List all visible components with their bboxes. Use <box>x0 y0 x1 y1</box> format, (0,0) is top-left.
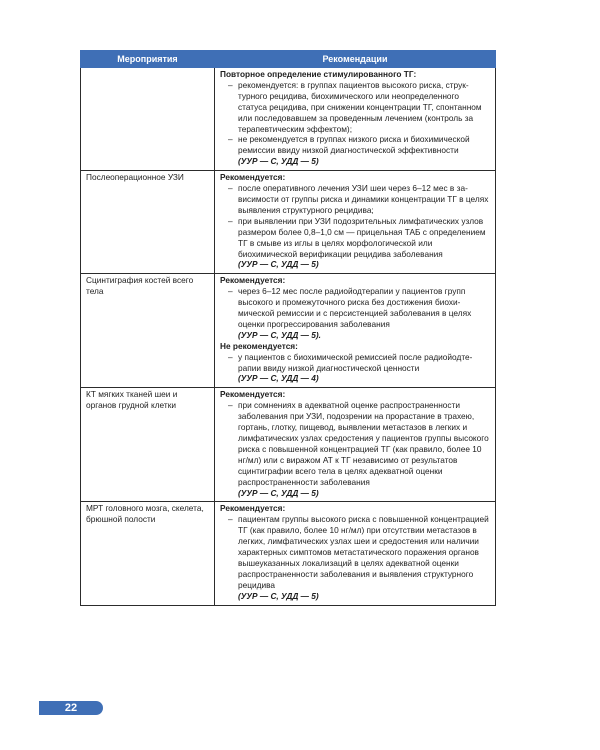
evidence-level: (УУР — С, УДД — 4) <box>238 373 319 384</box>
recommendation-heading: Рекомендуется: <box>220 275 286 286</box>
recommendation-cell <box>215 171 496 274</box>
recommendation-heading: Рекомендуется: <box>220 172 286 183</box>
table-row <box>81 171 496 274</box>
table-row <box>81 274 496 388</box>
measure-cell: КТ мягких тканей шеи и органов грудной клетки <box>81 388 215 502</box>
recommendation-list <box>220 80 490 156</box>
recommendations-table <box>80 50 496 606</box>
table-row <box>81 388 496 502</box>
measure-cell: Послеоперационное УЗИ <box>81 171 215 274</box>
recommendation-list <box>220 514 490 590</box>
list-item: – после оперативного лечения УЗИ шеи через 6–12 мес в зависимости от группы риска и динамики концентрации ТГ в целях выявления структурного рецидива; <box>220 183 490 216</box>
evidence-level: (УУР — С, УДД — 5) <box>238 487 319 498</box>
recommendation-heading: Рекомендуется: <box>220 389 286 400</box>
recommendation-list <box>220 352 490 374</box>
list-item: – через 6–12 мес после радиойодтерапии у пациентов групп высокого и промежуточного риска без достижения биохимической ремиссии и с персистенцией заболевания в целях оценки прогрессирования заболевания <box>220 286 490 330</box>
table-header-row <box>81 51 496 68</box>
recommendation-cell <box>215 68 496 171</box>
list-item: – при выявлении при УЗИ подозрительных лимфатических узлов размером более 0,8–1,0 см — прицельная ТАБ с определением ТГ в смыве из иглы в целях морфологической или биохимической верификации рецидива заболевания <box>220 216 490 260</box>
list-item: – у пациентов с биохимической ремиссией после радиойодтерапии ввиду низкой диагностической ценности <box>220 352 490 374</box>
not-recommended-heading: Не рекомендуется: <box>220 340 298 351</box>
header-measures: Мероприятия <box>81 51 215 68</box>
recommendation-heading: Рекомендуется: <box>220 503 286 514</box>
list-item: – пациентам группы высокого риска с повышенной концентрацией ТГ (как правило, более 10 нг/мл) при отсутствии метастазов в легких, лимфатических узлах шеи и средостения или наличии характерных симптомов метастатического поражения органов вышеуказанных локализаций в целях адекватной оценки распространенности заболевания и выявления структурного рецидива <box>220 514 490 590</box>
table-row <box>81 68 496 171</box>
page-number: 22 <box>39 701 103 715</box>
measure-cell: МРТ головного мозга, скелета, брюшной полости <box>81 502 215 605</box>
table-row <box>81 502 496 605</box>
evidence-level: (УУР — С, УДД — 5). <box>238 329 321 340</box>
evidence-level: (УУР — С, УДД — 5) <box>238 259 319 270</box>
recommendation-heading: Повторное определение стимулированного ТГ: <box>220 69 417 79</box>
recommendation-cell <box>215 388 496 502</box>
recommendation-cell <box>215 274 496 388</box>
list-item: – при сомнениях в адекватной оценке распространенности заболевания при УЗИ, подозрении на прорастание в трахею, гортань, глотку, пищевод, выявлении метастазов в легких и лимфатических узлах средостения у пациентов группы высокого риска с повышенной концентрацией ТГ (как правило, более 10 нг/мл) или с виражом АТ к ТГ независимо от результатов сцинтиграфии всего тела в целях адекватной оценки распространенности заболевания <box>220 400 490 487</box>
recommendation-list <box>220 183 490 259</box>
evidence-level: (УУР — С, УДД — 5) <box>238 590 319 601</box>
measure-cell: Сцинтиграфия костей всего тела <box>81 274 215 388</box>
list-item: – не рекомендуется в группах низкого риска и биохимической ремиссии ввиду низкой диагностической эффективности <box>220 134 490 156</box>
header-recommendations: Рекомендации <box>215 51 496 68</box>
evidence-level: (УУР — С, УДД — 5) <box>238 156 319 167</box>
recommendation-cell <box>215 502 496 605</box>
list-item: – рекомендуется: в группах пациентов высокого риска, структурного рецидива, биохимического или неопределенного статуса рецидива, при снижении концентрации ТГ, спонтанном или последовавшем за проведенным лечением (контроль за терапевтическим эффектом); <box>220 80 490 135</box>
recommendation-list <box>220 400 490 487</box>
recommendation-list <box>220 286 490 330</box>
measure-cell <box>81 68 215 171</box>
